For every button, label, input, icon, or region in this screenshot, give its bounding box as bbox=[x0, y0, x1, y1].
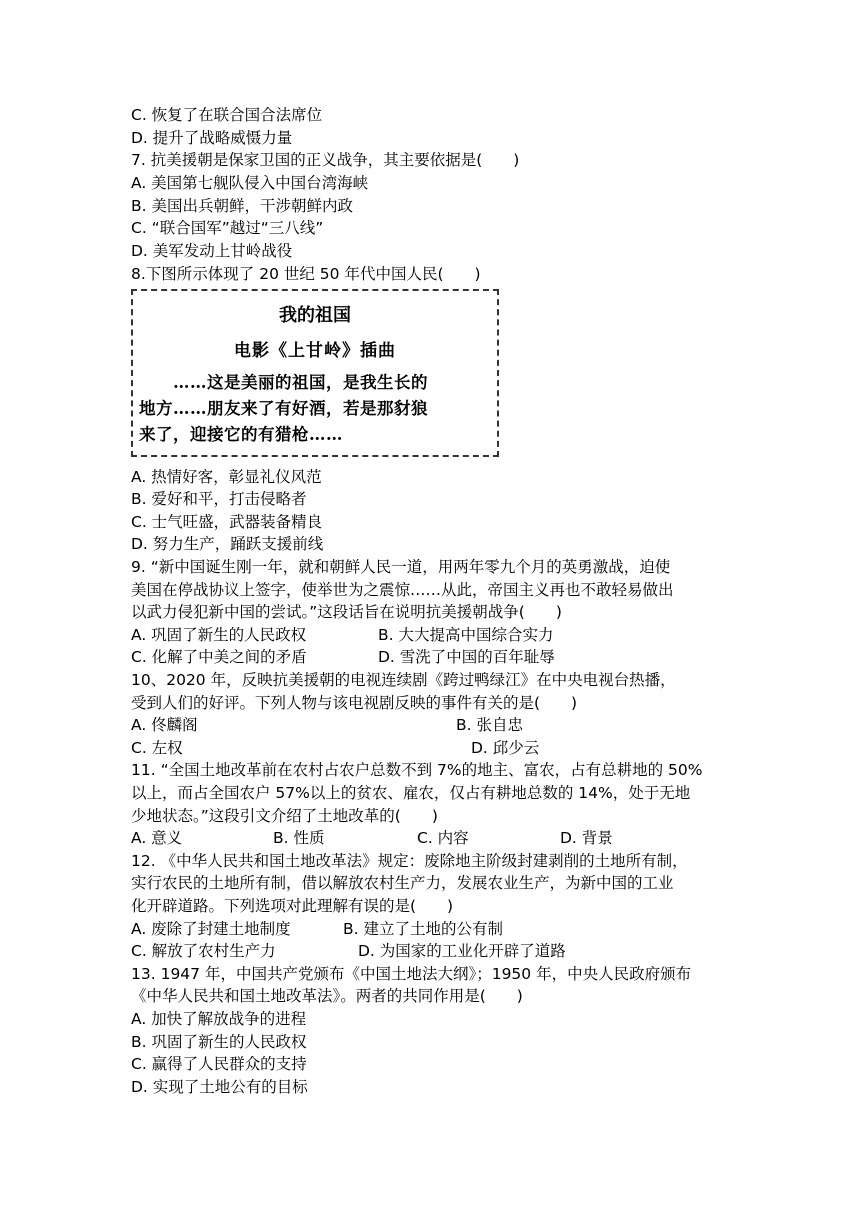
q9-stem-line-3: 以武力侵犯新中国的尝试。”这段话旨在说明抗美援朝战争( ) bbox=[131, 603, 562, 621]
q11-option-b: B. 性质 bbox=[273, 829, 325, 847]
lyrics-line-2: 地方……朋友来了有好酒，若是那豺狼 bbox=[139, 399, 428, 418]
q8-option-d: D. 努力生产，踊跃支援前线 bbox=[131, 535, 324, 553]
q10-option-d: D. 邱少云 bbox=[471, 739, 540, 757]
q12-option-b: B. 建立了土地的公有制 bbox=[343, 920, 503, 938]
q11-stem-line-2: 以上，而占全国农户 57%以上的贫农、雇农，仅占有耕地总数的 14%，处于无地 bbox=[131, 784, 691, 802]
q7-option-b: B. 美国出兵朝鲜，干涉朝鲜内政 bbox=[131, 197, 353, 215]
q12-option-c: C. 解放了农村生产力 bbox=[131, 942, 276, 960]
q10-stem-line-2: 受到人们的好评。下列人物与该电视剧反映的事件有关的是( ) bbox=[131, 694, 578, 712]
q13-option-a: A. 加快了解放战争的进程 bbox=[131, 1010, 307, 1028]
q12-stem-line-1: 12. 《中华人民共和国土地改革法》规定：废除地主阶级封建剥削的土地所有制， bbox=[131, 852, 688, 870]
q10-option-c: C. 左权 bbox=[131, 739, 183, 757]
q8-option-c: C. 士气旺盛，武器装备精良 bbox=[131, 513, 323, 531]
q11-option-a: A. 意义 bbox=[131, 829, 183, 847]
q9-stem-line-2: 美国在停战协议上签字，使举世为之震惊……从此，帝国主义再也不敢轻易做出 bbox=[131, 581, 674, 599]
q8-stem: 8.下图所示体现了 20 世纪 50 年代中国人民( ) bbox=[131, 265, 481, 283]
q7-option-c: C. “联合国军”越过“三八线” bbox=[131, 219, 324, 237]
q7-option-d: D. 美军发动上甘岭战役 bbox=[131, 242, 293, 260]
q9-option-b: B. 大大提高中国综合实力 bbox=[378, 626, 554, 644]
q9-option-a: A. 巩固了新生的人民政权 bbox=[131, 626, 307, 644]
q12-stem-line-3: 化开辟道路。下列选项对此理解有误的是( ) bbox=[131, 897, 454, 915]
q9-option-c: C. 化解了中美之间的矛盾 bbox=[131, 648, 307, 666]
q11-option-c: C. 内容 bbox=[417, 829, 469, 847]
q13-option-b: B. 巩固了新生的人民政权 bbox=[131, 1033, 307, 1051]
q11-option-d: D. 背景 bbox=[560, 829, 613, 847]
q11-stem-line-1: 11. “全国土地改革前在农村占农户总数不到 7%的地主、富农，占有总耕地的 50% bbox=[131, 761, 703, 779]
song-lyrics-box bbox=[131, 289, 499, 457]
q8-option-b: B. 爱好和平，打击侵略者 bbox=[131, 490, 307, 508]
q11-stem-line-3: 少地状态。”这段引文介绍了土地改革的( ) bbox=[131, 807, 438, 825]
q7-stem: 7. 抗美援朝是保家卫国的正义战争，其主要依据是( ) bbox=[131, 151, 520, 169]
q6-option-d: D. 提升了战略威慑力量 bbox=[131, 129, 293, 147]
q10-option-a: A. 佟麟阁 bbox=[131, 716, 198, 734]
q13-option-c: C. 赢得了人民群众的支持 bbox=[131, 1055, 307, 1073]
lyrics-line-1: ……这是美丽的祖国，是我生长的 bbox=[139, 373, 428, 392]
song-subtitle: 电影《上甘岭》插曲 bbox=[234, 341, 396, 361]
q12-option-d: D. 为国家的工业化开辟了道路 bbox=[358, 942, 566, 960]
q9-stem-line-1: 9. “新中国诞生刚一年，就和朝鲜人民一道，用两年零九个月的英勇激战，迫使 bbox=[131, 558, 671, 576]
song-title: 我的祖国 bbox=[279, 305, 351, 326]
q13-stem-line-2: 《中华人民共和国土地改革法》。两者的共同作用是( ) bbox=[131, 987, 523, 1005]
q10-option-b: B. 张自忠 bbox=[456, 716, 523, 734]
q12-option-a: A. 废除了封建土地制度 bbox=[131, 920, 291, 938]
q7-option-a: A. 美国第七舰队侵入中国台湾海峡 bbox=[131, 174, 369, 192]
q9-option-d: D. 雪洗了中国的百年耻辱 bbox=[378, 648, 555, 666]
q6-option-c: C. 恢复了在联合国合法席位 bbox=[131, 106, 323, 124]
q13-stem-line-1: 13. 1947 年，中国共产党颁布《中国土地法大纲》；1950 年，中央人民政府颁布 bbox=[131, 965, 692, 983]
q8-option-a: A. 热情好客，彰显礼仪风范 bbox=[131, 468, 322, 486]
q13-option-d: D. 实现了土地公有的目标 bbox=[131, 1078, 308, 1096]
q12-stem-line-2: 实行农民的土地所有制，借以解放农村生产力，发展农业生产，为新中国的工业 bbox=[131, 874, 674, 892]
lyrics-line-3: 来了，迎接它的有猎枪…… bbox=[139, 425, 343, 444]
q10-stem-line-1: 10、2020 年，反映抗美援朝的电视连续剧《跨过鸭绿江》在中央电视台热播， bbox=[131, 671, 676, 689]
